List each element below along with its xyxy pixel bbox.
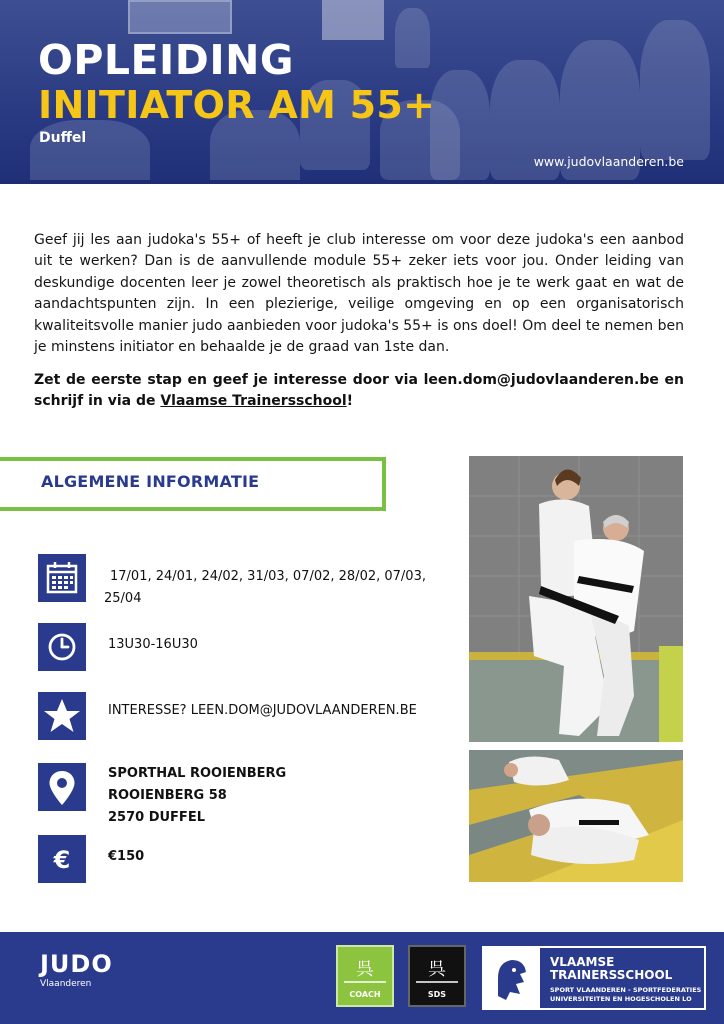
judo-wordmark-sub: Vlaanderen — [40, 979, 92, 989]
interest-text[interactable]: INTERESSE? LEEN.DOM@JUDOVLAANDEREN.BE — [108, 703, 417, 718]
vts-line-1: VLAAMSE — [550, 955, 615, 969]
header-photo-flipchart — [322, 0, 384, 40]
vlaamse-trainersschool-logo[interactable] — [482, 946, 706, 1010]
judo-mark-icon — [410, 947, 464, 987]
svg-text:呉: 呉 — [428, 959, 446, 980]
title-line-2: INITIATOR AM 55+ — [38, 83, 436, 127]
venue-text — [108, 763, 286, 829]
venue-line-2: ROOIENBERG 58 — [108, 788, 227, 803]
judo-photo-groundwork — [469, 750, 683, 882]
header-banner — [0, 0, 724, 184]
svg-text:呉: 呉 — [356, 959, 374, 980]
coach-label: COACH — [349, 990, 381, 999]
venue-line-1: SPORTHAL ROOIENBERG — [108, 766, 287, 781]
vts-line-3: SPORT VLAANDEREN - SPORTFEDERATIES — [550, 986, 702, 994]
vts-subtitle — [550, 986, 701, 1003]
vts-line-4: UNIVERSITEITEN EN HOGESCHOLEN LO — [550, 994, 692, 1003]
clock-icon — [38, 623, 86, 671]
header-photo-board — [128, 0, 232, 34]
cta-text: Zet de eerste stap en geef je interesse door via leen.dom@judovlaanderen.be en schrijf in via de — [34, 372, 684, 410]
location-label: Duffel — [39, 130, 87, 146]
judo-vlaanderen-logo[interactable] — [40, 952, 113, 989]
coach-badge — [336, 945, 394, 1007]
venue-line-3: 2570 DUFFEL — [108, 810, 205, 825]
calendar-icon — [38, 554, 86, 602]
sds-label: SDS — [427, 990, 447, 999]
info-heading: ALGEMENE INFORMATIE — [41, 472, 260, 491]
intro-paragraph: Geef jij les aan judoka's 55+ of heeft je club interesse om voor deze judoka's een aanbod uit te werken? Dan is de aanvullende module 55+ zeker iets voor jou. Onder leiding van deskundige docenten leer je zowel theoretisch als praktisch hoe je te werk gaat en wat de aandachtspunten zijn. In een plezierige, veilige omgeving en op een organisatorisch kwaliteitsvolle manier judo aanbieden voor judoka's 55+ is ons doel! Om deel te nemen ben je minstens initiator en behaalde je de graad van 1ste dan. — [34, 232, 684, 356]
title-line-1: OPLEIDING — [38, 36, 295, 84]
trainersschool-link[interactable]: Vlaamse Trainersschool — [160, 393, 347, 410]
dates-line-2: 25/04 — [104, 591, 142, 606]
sds-badge — [408, 945, 466, 1007]
time-text: 13U30-16U30 — [108, 637, 198, 652]
vts-title — [550, 956, 672, 982]
judo-mark-icon — [338, 947, 392, 987]
lion-icon — [484, 948, 540, 1008]
price-text: €150 — [108, 849, 145, 864]
judo-photo-throw — [469, 456, 683, 742]
dates-line-1: 17/01, 24/01, 24/02, 31/03, 07/02, 28/02, 07/03, — [110, 569, 426, 584]
call-to-action — [34, 370, 684, 413]
vts-line-2: TRAINERSSCHOOL — [550, 968, 673, 982]
euro-icon — [38, 835, 86, 883]
dates-text — [104, 566, 426, 610]
star-icon — [38, 692, 86, 740]
judo-wordmark: JUDO — [40, 950, 113, 978]
website-link[interactable]: www.judovlaanderen.be — [533, 154, 684, 169]
cta-suffix: ! — [346, 393, 354, 410]
location-pin-icon — [38, 763, 86, 811]
svg-text:€: € — [53, 846, 71, 874]
